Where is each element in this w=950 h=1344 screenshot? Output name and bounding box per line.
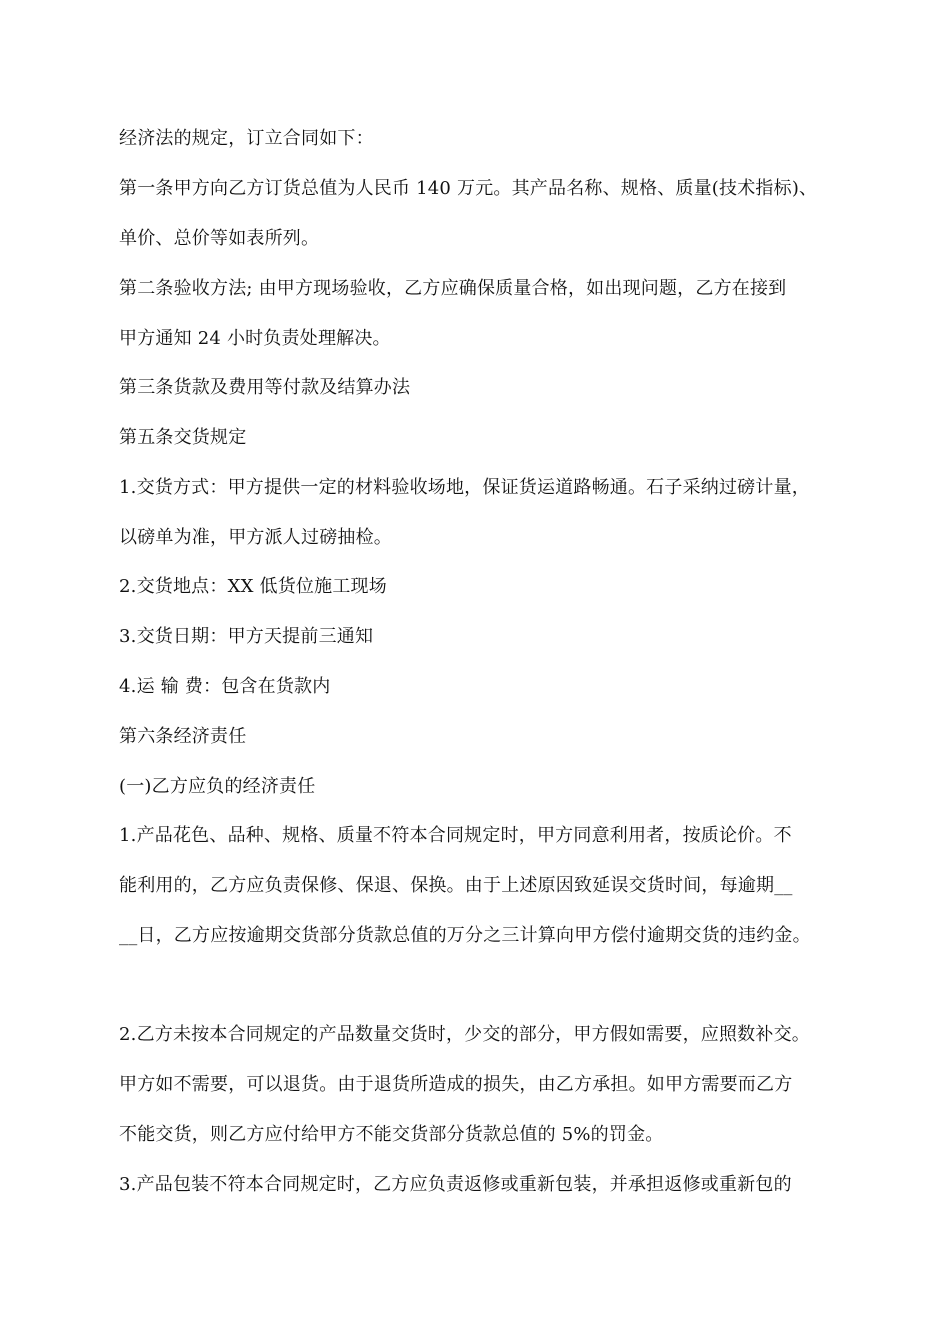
text-line: 1.交货方式：甲方提供一定的材料验收场地，保证货运道路畅通。石子采纳过磅计量， (119, 477, 810, 498)
section-heading: 第六条经济责任 (119, 726, 247, 747)
section-heading: 第三条货款及费用等付款及结算办法 (119, 377, 411, 398)
text-line: 3.交货日期：甲方天提前三通知 (119, 626, 374, 647)
text-line: 经济法的规定，订立合同如下： (119, 128, 374, 149)
text-line: 第一条甲方向乙方订货总值为人民币 140 万元。其产品名称、规格、质量(技术指标)、 (119, 178, 818, 199)
text-line: 能利用的，乙方应负责保修、保退、保换。由于上述原因致延误交货时间，每逾期__ (119, 875, 793, 896)
text-line: 4.运 输 费：包含在货款内 (119, 676, 331, 697)
text-line: 甲方通知 24 小时负责处理解决。 (119, 328, 391, 349)
text-line: 2.乙方未按本合同规定的产品数量交货时，少交的部分，甲方假如需要，应照数补交。 (119, 1024, 810, 1045)
text-line: 3.产品包装不符本合同规定时，乙方应负责返修或重新包装，并承担返修或重新包的 (119, 1174, 792, 1195)
text-line: 第二条验收方法; 由甲方现场验收，乙方应确保质量合格，如出现问题，乙方在接到 (119, 278, 787, 299)
text-line: 甲方如不需要，可以退货。由于退货所造成的损失，由乙方承担。如甲方需要而乙方 (119, 1074, 793, 1095)
section-heading: 第五条交货规定 (119, 427, 247, 448)
sub-heading: (一)乙方应负的经济责任 (119, 776, 316, 797)
text-line: 单价、总价等如表所列。 (119, 228, 320, 249)
text-line: 不能交货，则乙方应付给甲方不能交货部分货款总值的 5%的罚金。 (119, 1124, 664, 1145)
text-line: 2.交货地点：XX 低货位施工现场 (119, 576, 387, 597)
text-line: 1.产品花色、品种、规格、质量不符本合同规定时，甲方同意利用者，按质论价。不 (119, 825, 792, 846)
text-line: 以磅单为准，甲方派人过磅抽检。 (119, 527, 392, 548)
text-line: __日，乙方应按逾期交货部分货款总值的万分之三计算向甲方偿付逾期交货的违约金。 (119, 925, 811, 946)
